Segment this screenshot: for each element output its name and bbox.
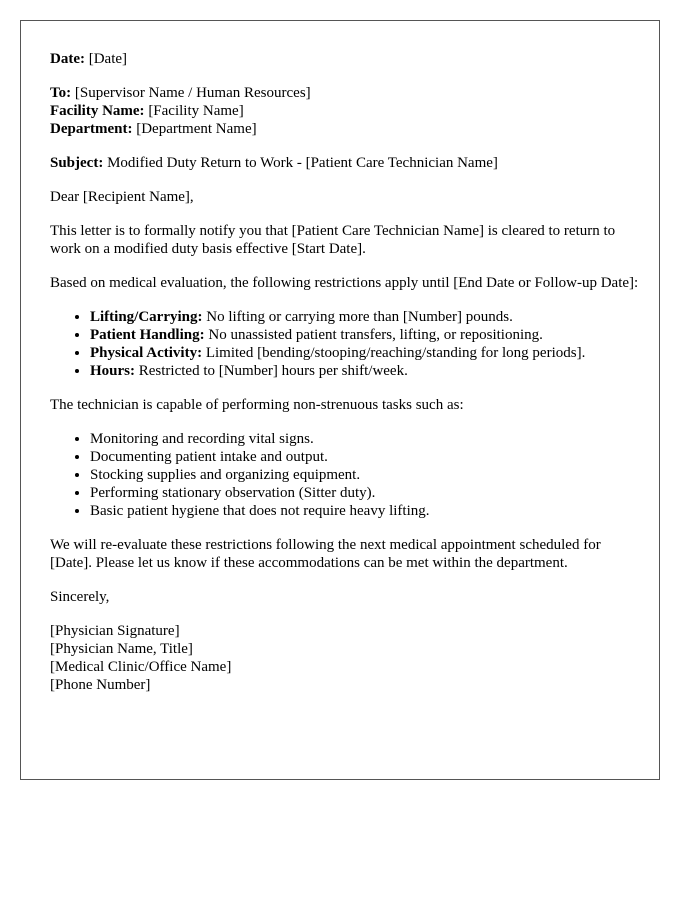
signature-block [50,622,640,694]
restrictions-list [50,308,640,380]
letter-page [20,20,660,780]
date-line [50,50,640,68]
tasks-intro: The technician is capable of performing non-strenuous tasks such as: [50,397,464,413]
to-line [50,84,640,102]
recipient-block [50,84,640,138]
restriction-text: No unassisted patient transfers, lifting, or repositioning. [204,327,543,343]
signature-line: [Phone Number] [50,677,151,693]
sign-off: Sincerely, [50,589,110,605]
restriction-text: Restricted to [Number] hours per shift/week. [135,363,408,379]
department-label: Department: [50,121,133,137]
restriction-label: Hours: [90,363,135,379]
task-item: • Stocking supplies and organizing equipment. [90,466,640,484]
department-line [50,120,640,138]
facility-line [50,102,640,120]
date-value: [Date] [84,51,128,67]
closing-paragraph: We will re-evaluate these restrictions following the next medical appointment scheduled for [Date]. Please let us know if these accommodations can be met within the department. [50,537,601,571]
restriction-label: Physical Activity: [90,345,203,361]
salutation: Dear [Recipient Name], [50,189,194,205]
to-value: [Supervisor Name / Human Resources] [71,85,311,101]
signature-line: [Physician Name, Title] [50,641,193,657]
restrictions-intro: Based on medical evaluation, the following restrictions apply until [End Date or Follow-up Date]: [50,275,639,291]
task-item: • Monitoring and recording vital signs. [90,430,640,448]
task-item: • Basic patient hygiene that does not require heavy lifting. [90,502,640,520]
restriction-item [90,344,640,362]
tasks-list [50,430,640,520]
to-label: To: [50,85,72,101]
restriction-item [90,308,640,326]
restriction-item [90,326,640,344]
subject-label: Subject: [50,155,104,171]
date-label: Date: [50,51,85,67]
restriction-item [90,362,640,380]
facility-value: [Facility Name] [144,103,244,119]
intro-paragraph: This letter is to formally notify you that [Patient Care Technician Name] is cleared to return to work on a modified duty basis effective [Start Date]. [50,223,616,257]
task-item: • Documenting patient intake and output. [90,448,640,466]
facility-label: Facility Name: [50,103,145,119]
restriction-label: Patient Handling: [90,327,205,343]
department-value: [Department Name] [132,121,257,137]
restriction-text: Limited [bending/stooping/reaching/standing for long periods]. [202,345,586,361]
subject-value: Modified Duty Return to Work - [Patient Care Technician Name] [103,155,498,171]
signature-line: [Physician Signature] [50,623,180,639]
restriction-text: No lifting or carrying more than [Number] pounds. [202,309,513,325]
task-item: • Performing stationary observation (Sitter duty). [90,484,640,502]
letter-content [50,50,640,694]
restriction-label: Lifting/Carrying: [90,309,203,325]
signature-line: [Medical Clinic/Office Name] [50,659,232,675]
subject-line [50,154,640,172]
